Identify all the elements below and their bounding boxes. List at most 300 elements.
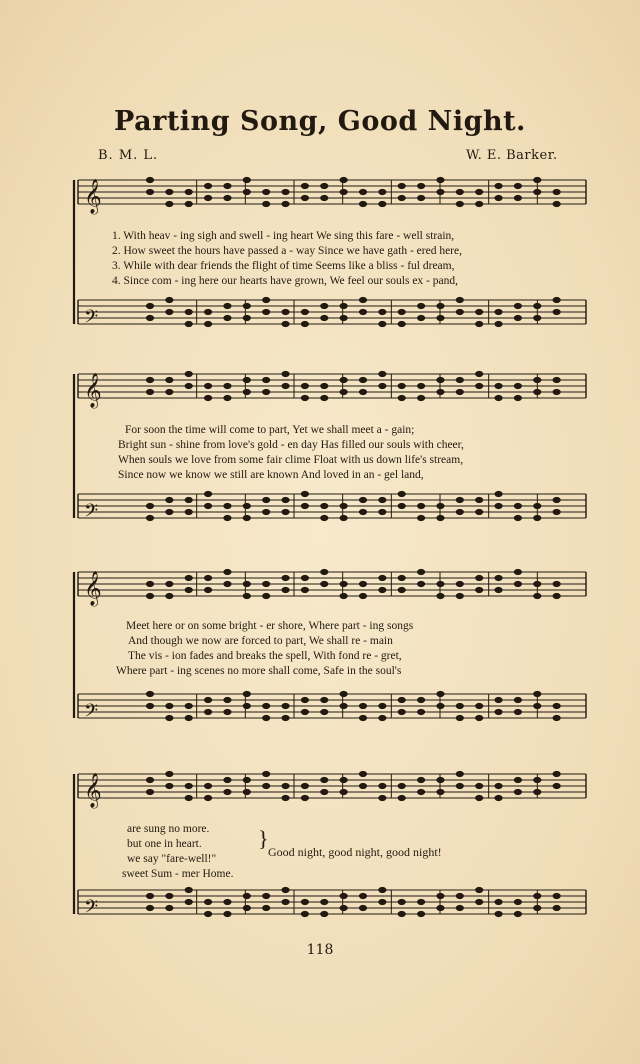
note-head — [321, 581, 328, 586]
note-head — [553, 201, 560, 206]
note-head — [398, 697, 405, 702]
note-head — [476, 497, 483, 502]
note-head — [398, 309, 405, 314]
note-head — [417, 899, 424, 904]
note-head — [476, 383, 483, 388]
note-head — [514, 195, 521, 200]
note-head — [166, 893, 173, 898]
note-head — [534, 593, 541, 598]
note-head — [534, 777, 541, 782]
note-head — [340, 503, 347, 508]
lyric-line: 1. With heav - ing sigh and swell - ing heart We sing this fare - well strain, — [112, 230, 455, 242]
note-head — [243, 315, 250, 320]
note-head — [340, 515, 347, 520]
note-head — [146, 189, 153, 194]
bass-clef-icon: 𝄢 — [84, 897, 99, 922]
note-head — [359, 905, 366, 910]
note-head — [359, 497, 366, 502]
note-head — [359, 309, 366, 314]
note-head — [553, 509, 560, 514]
note-head — [359, 893, 366, 898]
note-head — [263, 703, 270, 708]
note-head — [514, 581, 521, 586]
note-head — [321, 303, 328, 308]
note-head — [534, 893, 541, 898]
note-head — [301, 697, 308, 702]
note-head — [437, 581, 444, 586]
note-head — [263, 189, 270, 194]
note-head — [146, 691, 153, 696]
note-head — [243, 703, 250, 708]
note-head — [553, 497, 560, 502]
note-head — [204, 503, 211, 508]
note-head — [437, 789, 444, 794]
note-head — [263, 497, 270, 502]
note-head — [379, 321, 386, 326]
note-head — [243, 905, 250, 910]
note-head — [456, 893, 463, 898]
note-head — [282, 587, 289, 592]
note-head — [398, 395, 405, 400]
note-head — [185, 189, 192, 194]
note-head — [476, 783, 483, 788]
note-head — [243, 893, 250, 898]
note-head — [437, 593, 444, 598]
note-head — [379, 887, 386, 892]
note-head — [495, 195, 502, 200]
lyric-line: sweet Sum - mer Home. — [122, 868, 234, 880]
note-head — [166, 377, 173, 382]
note-head — [166, 593, 173, 598]
note-head — [301, 183, 308, 188]
note-head — [514, 709, 521, 714]
note-head — [417, 395, 424, 400]
note-head — [534, 177, 541, 182]
note-head — [243, 189, 250, 194]
note-head — [476, 795, 483, 800]
note-head — [340, 389, 347, 394]
note-head — [495, 183, 502, 188]
note-head — [224, 709, 231, 714]
note-head — [243, 777, 250, 782]
note-head — [204, 697, 211, 702]
note-head — [340, 315, 347, 320]
note-head — [417, 503, 424, 508]
note-head — [301, 899, 308, 904]
note-head — [437, 703, 444, 708]
note-head — [437, 691, 444, 696]
note-head — [495, 395, 502, 400]
note-head — [379, 899, 386, 904]
note-head — [456, 497, 463, 502]
note-head — [495, 503, 502, 508]
note-head — [146, 389, 153, 394]
note-head — [204, 309, 211, 314]
note-head — [398, 321, 405, 326]
note-head — [514, 383, 521, 388]
note-head — [553, 581, 560, 586]
note-head — [301, 503, 308, 508]
note-head — [282, 321, 289, 326]
note-head — [243, 581, 250, 586]
note-head — [456, 389, 463, 394]
treble-clef-icon: 𝄞 — [84, 773, 102, 808]
note-head — [340, 581, 347, 586]
note-head — [185, 575, 192, 580]
treble-clef-icon: 𝄞 — [84, 571, 102, 606]
note-head — [476, 887, 483, 892]
note-head — [301, 709, 308, 714]
note-head — [534, 303, 541, 308]
note-head — [204, 575, 211, 580]
note-head — [321, 697, 328, 702]
note-head — [282, 189, 289, 194]
note-head — [495, 587, 502, 592]
note-head — [204, 395, 211, 400]
note-head — [534, 503, 541, 508]
note-head — [534, 315, 541, 320]
note-head — [456, 783, 463, 788]
note-head — [146, 777, 153, 782]
note-head — [514, 515, 521, 520]
lyric-line: Where part - ing scenes no more shall come, Safe in the soul's — [116, 665, 402, 677]
note-head — [185, 509, 192, 514]
hymn-title: Parting Song, Good Night. — [114, 106, 526, 137]
note-head — [224, 911, 231, 916]
note-head — [224, 789, 231, 794]
note-head — [321, 777, 328, 782]
note-head — [417, 315, 424, 320]
note-head — [340, 303, 347, 308]
note-head — [282, 887, 289, 892]
lyric-line: 2. How sweet the hours have passed a - way Since we have gath - ered here, — [112, 245, 462, 257]
note-head — [166, 189, 173, 194]
note-head — [340, 691, 347, 696]
note-head — [146, 177, 153, 182]
note-head — [553, 593, 560, 598]
note-head — [514, 697, 521, 702]
note-head — [437, 189, 444, 194]
note-head — [553, 377, 560, 382]
note-head — [301, 911, 308, 916]
lyric-line: are sung no more. — [127, 823, 210, 835]
note-head — [263, 389, 270, 394]
note-head — [204, 709, 211, 714]
note-head — [553, 389, 560, 394]
note-head — [321, 911, 328, 916]
note-head — [321, 709, 328, 714]
note-head — [379, 575, 386, 580]
note-head — [282, 201, 289, 206]
note-head — [398, 575, 405, 580]
note-head — [476, 189, 483, 194]
note-head — [553, 189, 560, 194]
note-head — [495, 795, 502, 800]
note-head — [398, 709, 405, 714]
note-head — [282, 783, 289, 788]
note-head — [495, 491, 502, 496]
note-head — [185, 715, 192, 720]
note-head — [398, 783, 405, 788]
note-head — [166, 309, 173, 314]
note-head — [340, 377, 347, 382]
note-head — [301, 587, 308, 592]
lyricist-credit: B. M. L. — [98, 148, 159, 163]
note-head — [417, 183, 424, 188]
note-head — [417, 777, 424, 782]
note-head — [456, 593, 463, 598]
refrain-text: Good night, good night, good night! — [268, 845, 442, 859]
note-head — [476, 587, 483, 592]
note-head — [553, 309, 560, 314]
lyric-line: When souls we love from some fair clime Float with us down life's stream, — [118, 454, 464, 466]
note-head — [340, 593, 347, 598]
note-head — [534, 703, 541, 708]
note-head — [321, 183, 328, 188]
note-head — [166, 201, 173, 206]
note-head — [417, 789, 424, 794]
note-head — [437, 893, 444, 898]
note-head — [379, 201, 386, 206]
note-head — [514, 789, 521, 794]
note-head — [224, 503, 231, 508]
note-head — [437, 905, 444, 910]
note-head — [359, 201, 366, 206]
note-head — [166, 771, 173, 776]
note-head — [379, 383, 386, 388]
note-head — [553, 715, 560, 720]
lyric-line: 3. While with dear friends the flight of time Seems like a bliss - ful dream, — [112, 260, 455, 272]
note-head — [456, 201, 463, 206]
note-head — [437, 389, 444, 394]
note-head — [282, 371, 289, 376]
note-head — [359, 189, 366, 194]
note-head — [185, 383, 192, 388]
note-head — [495, 899, 502, 904]
note-head — [185, 587, 192, 592]
note-head — [166, 581, 173, 586]
note-head — [340, 905, 347, 910]
note-head — [476, 309, 483, 314]
note-head — [553, 893, 560, 898]
note-head — [321, 515, 328, 520]
note-head — [398, 587, 405, 592]
note-head — [417, 303, 424, 308]
note-head — [301, 575, 308, 580]
lyric-line: we say "fare-well!" — [127, 853, 217, 865]
note-head — [146, 789, 153, 794]
note-head — [534, 377, 541, 382]
note-head — [282, 795, 289, 800]
note-head — [301, 395, 308, 400]
note-head — [263, 581, 270, 586]
note-head — [456, 297, 463, 302]
note-head — [146, 303, 153, 308]
note-head — [224, 697, 231, 702]
note-head — [243, 789, 250, 794]
lyric-line: The vis - ion fades and breaks the spell, With fond re - gret, — [128, 650, 402, 662]
bass-clef-icon: 𝄢 — [84, 701, 99, 726]
note-head — [224, 777, 231, 782]
note-head — [185, 795, 192, 800]
note-head — [185, 321, 192, 326]
note-head — [495, 709, 502, 714]
note-head — [224, 183, 231, 188]
note-head — [263, 309, 270, 314]
note-head — [534, 789, 541, 794]
note-head — [146, 315, 153, 320]
treble-clef-icon: 𝄞 — [84, 179, 102, 214]
note-head — [359, 297, 366, 302]
note-head — [398, 491, 405, 496]
note-head — [495, 383, 502, 388]
note-head — [437, 377, 444, 382]
note-head — [476, 201, 483, 206]
note-head — [166, 715, 173, 720]
note-head — [301, 783, 308, 788]
note-head — [282, 383, 289, 388]
note-head — [204, 795, 211, 800]
note-head — [263, 893, 270, 898]
note-head — [456, 771, 463, 776]
note-head — [166, 703, 173, 708]
note-head — [282, 497, 289, 502]
note-head — [166, 297, 173, 302]
note-head — [495, 575, 502, 580]
note-head — [301, 795, 308, 800]
note-head — [379, 703, 386, 708]
note-head — [456, 905, 463, 910]
note-head — [282, 309, 289, 314]
note-head — [553, 771, 560, 776]
lyric-line: 4. Since com - ing here our hearts have grown, We feel our souls ex - pand, — [112, 275, 458, 287]
note-head — [321, 789, 328, 794]
note-head — [379, 497, 386, 502]
page-number: 118 — [306, 942, 334, 958]
treble-clef-icon: 𝄞 — [84, 373, 102, 408]
note-head — [534, 389, 541, 394]
note-head — [359, 703, 366, 708]
note-head — [379, 189, 386, 194]
note-head — [340, 703, 347, 708]
note-head — [398, 183, 405, 188]
note-head — [379, 795, 386, 800]
note-head — [398, 899, 405, 904]
note-head — [514, 899, 521, 904]
note-head — [204, 911, 211, 916]
note-head — [553, 783, 560, 788]
note-head — [185, 309, 192, 314]
note-head — [359, 715, 366, 720]
note-head — [204, 383, 211, 388]
note-head — [224, 395, 231, 400]
note-head — [534, 581, 541, 586]
note-head — [553, 297, 560, 302]
note-head — [359, 581, 366, 586]
lyric-line: Since now we know we still are known And loved in an - gel land, — [118, 469, 424, 481]
note-head — [263, 509, 270, 514]
note-head — [204, 587, 211, 592]
note-head — [379, 309, 386, 314]
note-head — [224, 899, 231, 904]
note-head — [321, 315, 328, 320]
note-head — [301, 383, 308, 388]
note-head — [146, 893, 153, 898]
note-head — [553, 703, 560, 708]
note-head — [224, 569, 231, 574]
note-head — [282, 509, 289, 514]
note-head — [437, 503, 444, 508]
note-head — [301, 309, 308, 314]
note-head — [398, 795, 405, 800]
note-head — [456, 509, 463, 514]
bass-clef-icon: 𝄢 — [84, 307, 99, 332]
note-head — [340, 177, 347, 182]
note-head — [359, 389, 366, 394]
note-head — [437, 777, 444, 782]
note-head — [243, 515, 250, 520]
note-head — [456, 309, 463, 314]
note-head — [185, 899, 192, 904]
note-head — [456, 703, 463, 708]
note-head — [417, 383, 424, 388]
note-head — [263, 377, 270, 382]
note-head — [146, 515, 153, 520]
note-head — [398, 503, 405, 508]
note-head — [514, 569, 521, 574]
note-head — [495, 783, 502, 788]
note-head — [437, 315, 444, 320]
note-head — [495, 911, 502, 916]
note-head — [204, 195, 211, 200]
note-head — [321, 899, 328, 904]
note-head — [321, 383, 328, 388]
note-head — [243, 177, 250, 182]
note-head — [146, 593, 153, 598]
note-head — [243, 303, 250, 308]
note-head — [476, 321, 483, 326]
note-head — [514, 303, 521, 308]
note-head — [340, 893, 347, 898]
note-head — [321, 195, 328, 200]
note-head — [166, 783, 173, 788]
note-head — [379, 509, 386, 514]
note-head — [359, 593, 366, 598]
note-head — [456, 715, 463, 720]
note-head — [224, 383, 231, 388]
note-head — [456, 189, 463, 194]
note-head — [495, 697, 502, 702]
note-head — [204, 491, 211, 496]
bass-clef-icon: 𝄢 — [84, 501, 99, 526]
note-head — [359, 771, 366, 776]
note-head — [321, 395, 328, 400]
note-head — [301, 195, 308, 200]
lyric-line: but one in heart. — [127, 838, 202, 850]
note-head — [301, 491, 308, 496]
note-head — [146, 581, 153, 586]
note-head — [398, 383, 405, 388]
note-head — [146, 703, 153, 708]
note-head — [437, 515, 444, 520]
note-head — [553, 905, 560, 910]
note-head — [514, 183, 521, 188]
note-head — [359, 783, 366, 788]
note-head — [534, 905, 541, 910]
note-head — [263, 593, 270, 598]
lyric-line: And though we now are forced to part, We shall re - main — [128, 635, 393, 647]
note-head — [263, 771, 270, 776]
